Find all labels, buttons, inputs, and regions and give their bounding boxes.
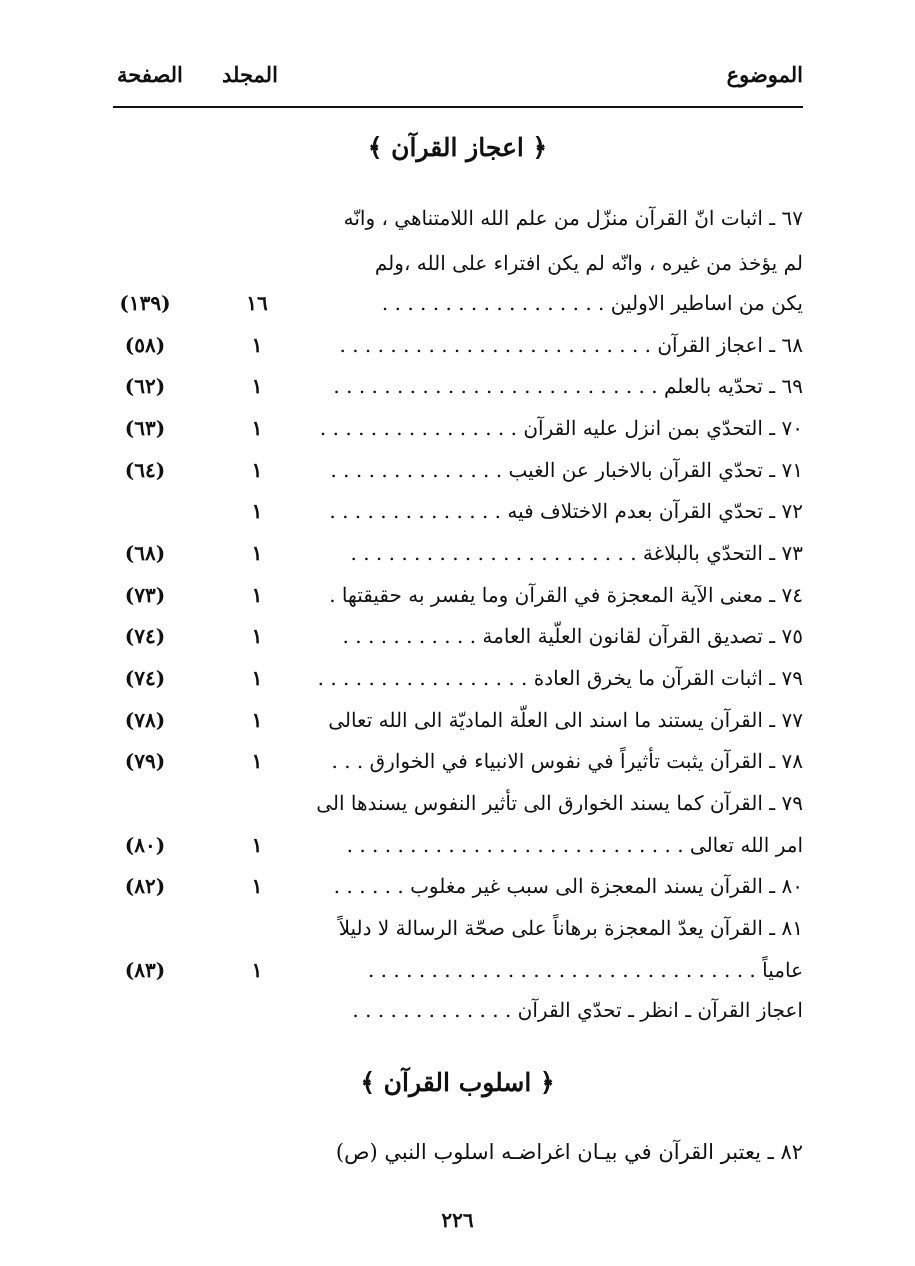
page-number: ٢٢٦ xyxy=(441,1208,474,1232)
table-row xyxy=(0,198,915,238)
row-page: (٦٢) xyxy=(124,374,166,398)
row-topic: ٧٣ ـ التحدّي بالبلاغة . . . . . . . . . . . . . . . . . . . . . . . xyxy=(350,541,803,565)
row-volume: ١ xyxy=(251,624,263,648)
row-topic: ٨١ ـ القرآن يعدّ المعجزة برهاناً على صحّة الرسالة لا دليلاً xyxy=(338,916,803,940)
row-page: (١٣٩) xyxy=(119,291,171,315)
table-row xyxy=(0,533,915,573)
row-page: (٧٩) xyxy=(124,749,166,773)
table-row xyxy=(0,825,915,865)
table-row xyxy=(0,366,915,406)
row-page: (٧٤) xyxy=(124,624,166,648)
row-topic: يكن من اساطير الاولين . . . . . . . . . . . . . . . . . . xyxy=(381,291,803,315)
header-page-label: الصفحة xyxy=(117,62,183,87)
entry-82: ٨٢ ـ يعتبر القرآن في بيـان اغراضـه اسلوب النبي (ص) xyxy=(335,1140,803,1164)
row-volume: ١ xyxy=(251,499,263,523)
row-page: (٦٨) xyxy=(124,541,166,565)
section-title-quran-miracle: ﴿ اعجاز القرآن ﴾ xyxy=(367,133,548,162)
row-volume: ١ xyxy=(251,749,263,773)
row-volume: ١ xyxy=(251,708,263,732)
row-volume: ١٦ xyxy=(246,291,268,315)
table-row xyxy=(0,243,915,283)
table-row xyxy=(0,283,915,323)
row-topic: ٧٩ ـ اثبات القرآن ما يخرق العادة . . . . . . . . . . . . . . . . . xyxy=(317,666,803,690)
table-row xyxy=(0,908,915,948)
row-topic: ٦٨ ـ اعجاز القرآن . . . . . . . . . . . . . . . . . . . . . . . . . xyxy=(339,333,803,357)
row-topic: ٨٠ ـ القرآن يسند المعجزة الى سبب غير مغلوب . . . . . . xyxy=(333,874,803,898)
row-page: (٦٣) xyxy=(124,416,166,440)
row-topic: ٦٧ ـ اثبات انّ القرآن منزّل من علم الله اللامتناهي ، وانّه xyxy=(343,206,803,230)
row-volume: ١ xyxy=(251,333,263,357)
row-volume: ١ xyxy=(251,833,263,857)
row-topic: امر الله تعالى . . . . . . . . . . . . . . . . . . . . . . . . . . . xyxy=(346,833,803,857)
row-volume: ١ xyxy=(251,583,263,607)
row-page: (٧٣) xyxy=(124,583,166,607)
row-page: (٥٨) xyxy=(124,333,166,357)
section-title-quran-style: ﴿ اسلوب القرآن ﴾ xyxy=(360,1068,555,1097)
table-row xyxy=(0,616,915,656)
row-topic: ٧٠ ـ التحدّي بمن انزل عليه القرآن . . . . . . . . . . . . . . . . xyxy=(319,416,803,440)
row-volume: ١ xyxy=(251,458,263,482)
table-row xyxy=(0,408,915,448)
row-topic: ٧٨ ـ القرآن يثبت تأثيراً في نفوس الانبياء في الخوارق . . . xyxy=(331,749,803,773)
row-topic: ٧٢ ـ تحدّي القرآن بعدم الاختلاف فيه . . . . . . . . . . . . . . xyxy=(329,499,803,523)
table-row xyxy=(0,450,915,490)
table-row xyxy=(0,783,915,823)
header-rule xyxy=(113,106,803,108)
table-row xyxy=(0,700,915,740)
row-volume: ١ xyxy=(251,374,263,398)
row-topic: اعجاز القرآن ـ انظر ـ تحدّي القرآن . . . . . . . . . . . . . xyxy=(352,998,803,1022)
row-volume: ١ xyxy=(251,874,263,898)
row-page: (٧٤) xyxy=(124,666,166,690)
row-page: (٨٣) xyxy=(124,958,166,982)
row-topic: ٧٤ ـ معنى الآية المعجزة في القرآن وما يفسر به حقيقتها . xyxy=(329,583,803,607)
row-page: (٨٢) xyxy=(124,874,166,898)
row-topic: ٦٩ ـ تحدّيه بالعلم . . . . . . . . . . . . . . . . . . . . . . . . . . xyxy=(333,374,803,398)
row-topic: ٧٩ ـ القرآن كما يسند الخوارق الى تأثير النفوس يسندها الى xyxy=(316,791,803,815)
row-page: (٦٤) xyxy=(124,458,166,482)
row-volume: ١ xyxy=(251,666,263,690)
row-topic: ٧٥ ـ تصديق القرآن لقانون العلّية العامة . . . . . . . . . . . xyxy=(342,624,803,648)
header-volume-label: المجلد xyxy=(222,62,278,87)
table-row xyxy=(0,990,915,1030)
table-row xyxy=(0,575,915,615)
row-volume: ١ xyxy=(251,416,263,440)
table-row xyxy=(0,658,915,698)
row-volume: ١ xyxy=(251,541,263,565)
row-topic: ٧١ ـ تحدّي القرآن بالاخبار عن الغيب . . . . . . . . . . . . . . xyxy=(330,458,803,482)
table-row xyxy=(0,491,915,531)
table-row xyxy=(0,325,915,365)
row-volume: ١ xyxy=(251,958,263,982)
table-row xyxy=(0,741,915,781)
row-topic: عامياً . . . . . . . . . . . . . . . . . . . . . . . . . . . . . . . xyxy=(367,958,803,982)
row-topic: ٧٧ ـ القرآن يستند ما اسند الى العلّة الماديّة الى الله تعالى xyxy=(328,708,803,732)
row-page: (٧٨) xyxy=(124,708,166,732)
table-row xyxy=(0,866,915,906)
table-row xyxy=(0,950,915,990)
row-page: (٨٠) xyxy=(124,833,166,857)
row-topic: لم يؤخذ من غيره ، وانّه لم يكن افتراء على الله ،ولم xyxy=(374,251,803,275)
header-topic-label: الموضوع xyxy=(726,62,803,87)
